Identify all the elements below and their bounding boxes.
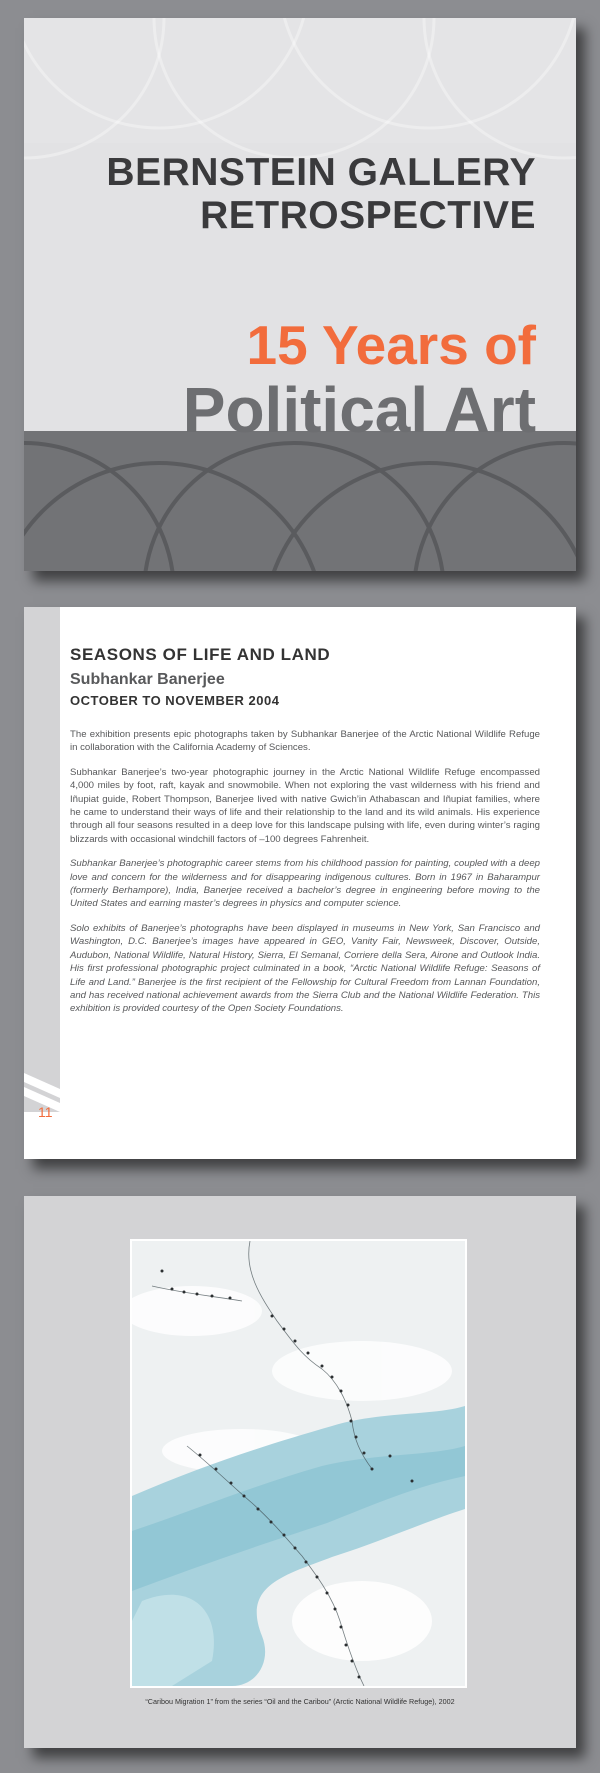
- aerial-photo-caribou-migration-icon: [132, 1241, 465, 1686]
- article-page: [24, 607, 576, 1159]
- page-number: 11: [38, 1104, 53, 1120]
- article-title: SEASONS OF LIFE AND LAND: [70, 645, 331, 664]
- exhibition-dates: OCTOBER TO NOVEMBER 2004: [70, 693, 280, 708]
- arc-pattern-decoration: [24, 18, 576, 571]
- cover-heading-line2: RETROSPECTIVE: [200, 194, 536, 237]
- photo-frame: [130, 1239, 467, 1688]
- cover-heading: [106, 151, 536, 237]
- paragraph-career: Subhankar Banerjee’s photographic career stems from his childhood passion for painting, coupled with a deep love and concern for the wilderness and for disappearing indigenous cultures. Born in 1967 in Baharampur (formerly Berhampore), India, Banerjee received a bachelor’s degree in engineering before moving to the United States and earning master’s degrees in physics and computer science.: [70, 858, 540, 910]
- cover-page: [24, 18, 576, 571]
- photo-page: [24, 1196, 576, 1748]
- cover-heading-line1: BERNSTEIN GALLERY: [106, 151, 536, 194]
- paragraph-exhibits: Solo exhibits of Banerjee’s photographs have been displayed in museums in New York, San Francisco and Washington, D.C. Banerjee’s images have appeared in GEO, Vanity Fair, Newsweek, Discover, Outside, Audubon, National Wildlife, Natural History, Sierra, El Semanal, Corriere della Sera, Airone and Outlook India. His first professional photographic project culminated in a book, “Arctic National Wildlife Refuge: Seasons of Life and Land.” Banerjee is the first recipient of the Fellowship for Cultural Freedom from Lannan Foundation, and has received national achievement awards from the Sierra Club and the National Wildlife Federation. This exhibition is provided courtesy of the Open Society Foundations.: [70, 922, 540, 1015]
- diagonal-stripe-decoration: [24, 607, 60, 1159]
- article-author: Subhankar Banerjee: [70, 671, 225, 688]
- article-content: [70, 645, 540, 1016]
- cover-subtitle-years: 15 Years of: [246, 314, 536, 376]
- photo-caption: “Caribou Migration 1” from the series “Oil and the Caribou” (Arctic National Wildlife Refuge), 2002: [145, 1697, 455, 1706]
- paragraph-intro: The exhibition presents epic photographs taken by Subhankar Banerjee of the Arctic National Wildlife Refuge in collaboration with the California Academy of Sciences.: [70, 729, 540, 754]
- cover-subtitle-political-art: Political Art: [182, 374, 536, 446]
- paragraph-journey: Subhankar Banerjee’s two-year photographic journey in the Arctic National Wildlife Refuge encompassed 4,000 miles by foot, raft, kayak and snowmobile. When not exploring the vast wilderness with his friend and Iñupiat guide, Robert Thompson, Banerjee lived with native Gwich’in Athabascan and Iñupiat families, where he came to understand their ways of life and their relationship to the land and its wild animals. His experience through all four seasons resulted in a deep love for this landscape pulsing with life, even during winter’s raging blizzards with occasional windchill factors of –100 degrees Fahrenheit.: [70, 766, 540, 845]
